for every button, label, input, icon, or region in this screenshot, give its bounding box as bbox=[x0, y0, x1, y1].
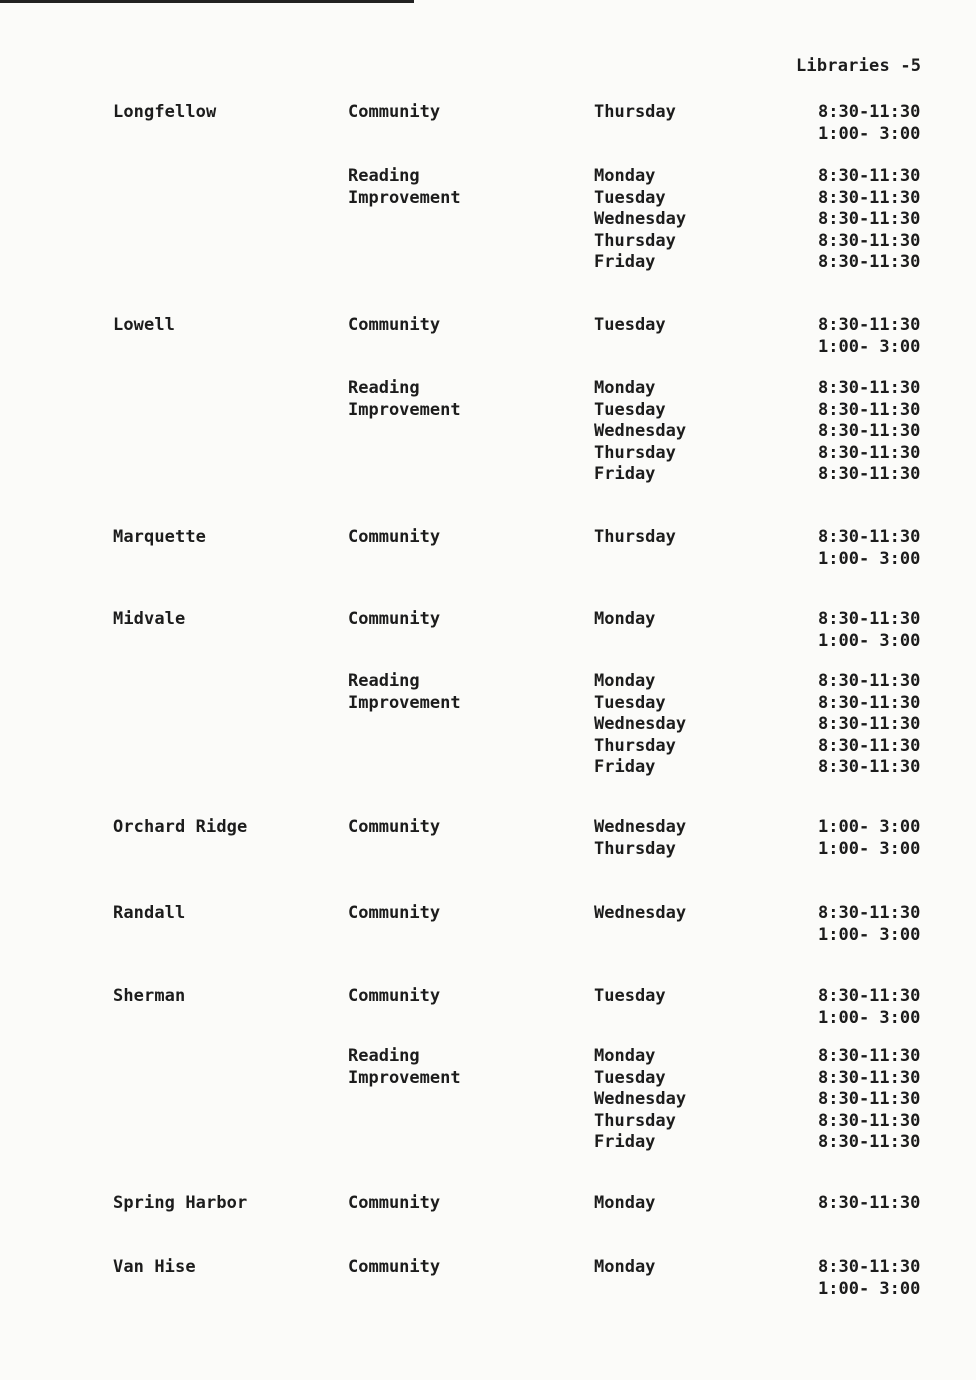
day-of-week: Thursday bbox=[594, 527, 676, 547]
schedule-row bbox=[0, 209, 976, 231]
time-range bbox=[818, 757, 920, 779]
page-top-rule bbox=[0, 0, 414, 3]
day-of-week: Tuesday bbox=[594, 399, 666, 420]
time-range bbox=[818, 188, 920, 210]
program-type-line: Community bbox=[348, 817, 441, 837]
time-slot: 8:30-11:30 bbox=[818, 166, 921, 186]
day-of-week: Friday bbox=[594, 1132, 656, 1153]
time-range bbox=[818, 231, 920, 253]
schedule-row bbox=[0, 671, 976, 693]
schedule-row bbox=[0, 315, 976, 358]
library-name: Spring Harbor bbox=[113, 1193, 248, 1213]
schedule-row bbox=[0, 1132, 976, 1154]
time-range bbox=[818, 443, 920, 465]
day-of-week: Thursday bbox=[594, 442, 676, 463]
schedule-row bbox=[0, 1046, 976, 1068]
schedule-row bbox=[0, 736, 976, 758]
time-slot: 8:30-11:30 bbox=[818, 1089, 921, 1110]
time-range bbox=[818, 714, 920, 736]
time-range bbox=[818, 464, 920, 486]
time-slot: 8:30-11:30 bbox=[818, 421, 921, 442]
time-range bbox=[818, 166, 920, 188]
day-of-week: Tuesday bbox=[594, 692, 666, 713]
time-slot: 1:00- 3:00 bbox=[818, 630, 921, 651]
time-slot: 8:30-11:30 bbox=[818, 692, 921, 713]
time-range bbox=[818, 1111, 920, 1133]
schedule-rows bbox=[0, 986, 976, 1029]
time-range bbox=[818, 400, 920, 422]
day-of-week: Tuesday bbox=[594, 986, 666, 1006]
schedule-row bbox=[0, 609, 976, 652]
time-slot: 8:30-11:30 bbox=[818, 464, 921, 485]
day-of-week: Monday bbox=[594, 1257, 656, 1277]
program-type-line: Reading bbox=[348, 671, 420, 691]
time-slot: 8:30-11:30 bbox=[818, 378, 921, 398]
day-of-week: Monday bbox=[594, 1046, 656, 1066]
schedule-row bbox=[0, 188, 976, 210]
time-range bbox=[818, 693, 920, 715]
library-name: Randall bbox=[113, 903, 186, 923]
schedule-row bbox=[0, 817, 976, 839]
day-of-week: Thursday bbox=[594, 102, 676, 122]
schedule-row bbox=[0, 1193, 976, 1215]
time-slot: 8:30-11:30 bbox=[818, 609, 921, 629]
schedule-row bbox=[0, 252, 976, 274]
library-name: Longfellow bbox=[113, 102, 217, 122]
page-header: Libraries -5 bbox=[796, 56, 922, 76]
time-slot: 8:30-11:30 bbox=[818, 1193, 921, 1213]
day-of-week: Friday bbox=[594, 757, 656, 778]
day-of-week: Friday bbox=[594, 464, 656, 485]
library-name: Orchard Ridge bbox=[113, 817, 248, 837]
time-range bbox=[818, 1257, 920, 1300]
time-slot: 8:30-11:30 bbox=[818, 209, 921, 230]
schedule-row bbox=[0, 986, 976, 1029]
program-type-line: Improvement bbox=[348, 692, 461, 713]
time-slot: 8:30-11:30 bbox=[818, 102, 921, 122]
time-slot: 1:00- 3:00 bbox=[818, 817, 921, 837]
library-name: Midvale bbox=[113, 609, 186, 629]
schedule-rows bbox=[0, 1046, 976, 1154]
day-of-week: Monday bbox=[594, 166, 656, 186]
program-type-line: Community bbox=[348, 527, 441, 547]
library-name: Lowell bbox=[113, 315, 176, 335]
day-of-week: Wednesday bbox=[594, 714, 687, 735]
schedule-row bbox=[0, 1089, 976, 1111]
day-of-week: Tuesday bbox=[594, 315, 666, 335]
time-range bbox=[818, 421, 920, 443]
schedule-row bbox=[0, 527, 976, 570]
schedule-row bbox=[0, 102, 976, 145]
time-slot: 8:30-11:30 bbox=[818, 1132, 921, 1153]
schedule-rows bbox=[0, 609, 976, 652]
day-of-week: Wednesday bbox=[594, 903, 687, 923]
program-type-line: Community bbox=[348, 315, 441, 335]
program-type-line: Community bbox=[348, 903, 441, 923]
program-type-line: Community bbox=[348, 609, 441, 629]
time-range bbox=[818, 102, 920, 145]
time-slot: 8:30-11:30 bbox=[818, 527, 921, 547]
time-slot: 8:30-11:30 bbox=[818, 714, 921, 735]
day-of-week: Friday bbox=[594, 252, 656, 273]
schedule-row bbox=[0, 378, 976, 400]
library-name: Van Hise bbox=[113, 1257, 196, 1277]
time-slot: 1:00- 3:00 bbox=[818, 838, 921, 859]
time-slot: 8:30-11:30 bbox=[818, 252, 921, 273]
time-range bbox=[818, 378, 920, 400]
time-range bbox=[818, 209, 920, 231]
time-slot: 8:30-11:30 bbox=[818, 903, 921, 923]
schedule-row bbox=[0, 1111, 976, 1133]
time-range bbox=[818, 609, 920, 652]
time-slot: 1:00- 3:00 bbox=[818, 1007, 921, 1028]
schedule-row bbox=[0, 757, 976, 779]
time-range bbox=[818, 671, 920, 693]
program-type-line: Reading bbox=[348, 378, 420, 398]
time-slot: 1:00- 3:00 bbox=[818, 123, 921, 144]
time-slot: 1:00- 3:00 bbox=[818, 924, 921, 945]
day-of-week: Monday bbox=[594, 378, 656, 398]
day-of-week: Wednesday bbox=[594, 421, 687, 442]
schedule-rows bbox=[0, 102, 976, 145]
schedule-row bbox=[0, 693, 976, 715]
program-type-line: Community bbox=[348, 986, 441, 1006]
time-slot: 8:30-11:30 bbox=[818, 757, 921, 778]
schedule-row bbox=[0, 400, 976, 422]
program-type-line: Community bbox=[348, 1257, 441, 1277]
program-type-line: Reading bbox=[348, 1046, 420, 1066]
day-of-week: Tuesday bbox=[594, 1067, 666, 1088]
time-slot: 8:30-11:30 bbox=[818, 230, 921, 251]
time-slot: 8:30-11:30 bbox=[818, 442, 921, 463]
library-name: Sherman bbox=[113, 986, 186, 1006]
day-of-week: Monday bbox=[594, 671, 656, 691]
time-slot: 8:30-11:30 bbox=[818, 671, 921, 691]
program-type-line: Improvement bbox=[348, 187, 461, 208]
time-slot: 1:00- 3:00 bbox=[818, 336, 921, 357]
time-slot: 8:30-11:30 bbox=[818, 187, 921, 208]
program-type-line: Reading bbox=[348, 166, 420, 186]
time-slot: 1:00- 3:00 bbox=[818, 548, 921, 569]
time-slot: 8:30-11:30 bbox=[818, 1257, 921, 1277]
day-of-week: Monday bbox=[594, 1193, 656, 1213]
schedule-row bbox=[0, 1257, 976, 1300]
time-range bbox=[818, 903, 920, 946]
day-of-week: Wednesday bbox=[594, 1089, 687, 1110]
day-of-week: Thursday bbox=[594, 1110, 676, 1131]
day-of-week: Tuesday bbox=[594, 187, 666, 208]
schedule-rows bbox=[0, 527, 976, 570]
day-of-week: Thursday bbox=[594, 838, 676, 859]
schedule-rows bbox=[0, 166, 976, 274]
time-slot: 8:30-11:30 bbox=[818, 315, 921, 335]
time-slot: 1:00- 3:00 bbox=[818, 1278, 921, 1299]
program-type-line: Community bbox=[348, 1193, 441, 1213]
schedule-row bbox=[0, 166, 976, 188]
time-range bbox=[818, 1068, 920, 1090]
time-range bbox=[818, 527, 920, 570]
schedule-row bbox=[0, 231, 976, 253]
schedule-row bbox=[0, 443, 976, 465]
schedule-rows bbox=[0, 903, 976, 946]
schedule-row bbox=[0, 421, 976, 443]
time-range bbox=[818, 1089, 920, 1111]
time-range bbox=[818, 315, 920, 358]
time-range bbox=[818, 1193, 920, 1215]
day-of-week: Wednesday bbox=[594, 209, 687, 230]
day-of-week: Monday bbox=[594, 609, 656, 629]
time-slot: 8:30-11:30 bbox=[818, 1110, 921, 1131]
time-range bbox=[818, 986, 920, 1029]
schedule-row bbox=[0, 839, 976, 861]
program-type-line: Improvement bbox=[348, 1067, 461, 1088]
schedule-rows bbox=[0, 671, 976, 779]
time-range bbox=[818, 736, 920, 758]
day-of-week: Thursday bbox=[594, 230, 676, 251]
schedule-rows bbox=[0, 1257, 976, 1300]
schedule-rows bbox=[0, 817, 976, 860]
schedule-rows bbox=[0, 378, 976, 486]
time-range bbox=[818, 817, 920, 839]
day-of-week: Wednesday bbox=[594, 817, 687, 837]
time-slot: 8:30-11:30 bbox=[818, 1067, 921, 1088]
schedule-row bbox=[0, 714, 976, 736]
library-name: Marquette bbox=[113, 527, 207, 547]
schedule-row bbox=[0, 1068, 976, 1090]
schedule-rows bbox=[0, 315, 976, 358]
day-of-week: Thursday bbox=[594, 735, 676, 756]
program-type-line: Community bbox=[348, 102, 441, 122]
schedule-row bbox=[0, 903, 976, 946]
program-type-line: Improvement bbox=[348, 399, 461, 420]
time-range bbox=[818, 252, 920, 274]
time-range bbox=[818, 839, 920, 861]
schedule-row bbox=[0, 464, 976, 486]
time-range bbox=[818, 1046, 920, 1068]
time-slot: 8:30-11:30 bbox=[818, 986, 921, 1006]
time-range bbox=[818, 1132, 920, 1154]
time-slot: 8:30-11:30 bbox=[818, 399, 921, 420]
time-slot: 8:30-11:30 bbox=[818, 735, 921, 756]
time-slot: 8:30-11:30 bbox=[818, 1046, 921, 1066]
schedule-rows bbox=[0, 1193, 976, 1215]
